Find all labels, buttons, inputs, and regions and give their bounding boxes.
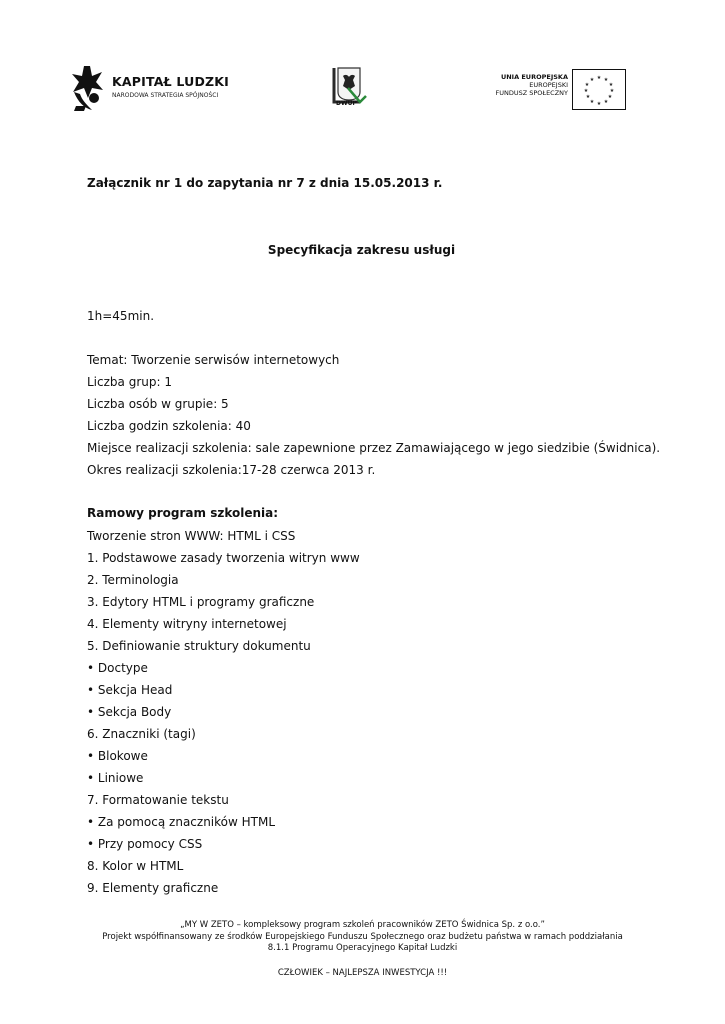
program-item: • Sekcja Head (87, 683, 173, 697)
program-item: • Za pomocą znaczników HTML (87, 815, 276, 829)
info-line: Okres realizacji szkolenia:17-28 czerwca 2013 r. (87, 463, 376, 477)
svg-text:★: ★ (583, 88, 589, 94)
spec-title-text: Specyfikacja zakresu usługi (267, 243, 456, 257)
footer-project-name: „MY W ZETO – kompleksowy program szkoleń pracowników ZETO Świdnica Sp. z o.o.” (180, 920, 545, 930)
program-item: 6. Znaczniki (tagi) (87, 727, 196, 741)
svg-text:★: ★ (596, 101, 602, 107)
info-line: Temat: Tworzenie serwisów internetowych (87, 353, 340, 367)
logo-left-subtitle: NARODOWA STRATEGIA SPÓJNOŚCI (112, 92, 219, 99)
hours-note: 1h=45min. (87, 309, 155, 323)
program-item: 2. Terminologia (87, 573, 179, 587)
footer-program-note: 8.1.1 Programu Operacyjnego Kapitał Ludzki (267, 943, 458, 953)
svg-text:★: ★ (603, 99, 609, 105)
footer-funding-note: Projekt współfinansowany ze środków Europejskiego Funduszu Społecznego oraz budżetu państwa w ramach poddziałania (102, 931, 623, 942)
program-item: 8. Kolor w HTML (87, 859, 184, 873)
eu-flag-icon (572, 69, 626, 110)
eu-union-label: UNIA EUROPEJSKA (500, 73, 568, 81)
program-item: 1. Podstawowe zasady tworzenia witryn www (87, 551, 360, 565)
kapital-ludzki-emblem-icon (70, 62, 104, 112)
program-item: 4. Elementy witryny internetowej (87, 617, 287, 631)
program-item: 5. Definiowanie struktury dokumentu (87, 639, 311, 653)
info-line: Miejsce realizacji szkolenia: sale zapewnione przez Zamawiającego w jego siedzibie (Świdnica). (87, 441, 661, 455)
info-line: Liczba grup: 1 (87, 375, 172, 389)
eu-text-block (495, 73, 568, 97)
annex-title: Załącznik nr 1 do zapytania nr 7 z dnia 15.05.2013 r. (87, 176, 443, 190)
svg-text:★: ★ (596, 75, 602, 81)
eu-fund-label-1: EUROPEJSKI (529, 81, 568, 89)
eu-stars-icon (573, 70, 625, 109)
footer (0, 920, 725, 955)
info-line: Liczba osób w grupie: 5 (87, 397, 229, 411)
info-line: Liczba godzin szkolenia: 40 (87, 419, 251, 433)
program-item: • Przy pomocy CSS (87, 837, 203, 851)
svg-text:★: ★ (607, 94, 613, 100)
svg-text:★: ★ (589, 99, 595, 105)
svg-text:★: ★ (585, 94, 591, 100)
program-item: • Doctype (87, 661, 148, 675)
program-item: 9. Elementy graficzne (87, 881, 219, 895)
program-item: • Sekcja Body (87, 705, 172, 719)
svg-text:★: ★ (603, 77, 609, 83)
dwup-label: DWUP (336, 100, 357, 107)
svg-text:★: ★ (609, 88, 615, 94)
footer-slogan: CZŁOWIEK – NAJLEPSZA INWESTYCJA !!! (277, 968, 448, 978)
program-item: • Blokowe (87, 749, 148, 763)
svg-text:★: ★ (589, 77, 595, 83)
dwup-logo (330, 66, 368, 112)
svg-text:★: ★ (584, 82, 590, 88)
program-list (87, 528, 360, 902)
program-heading: Ramowy program szkolenia: (87, 506, 279, 520)
eu-logo (482, 69, 626, 111)
training-info (87, 352, 660, 484)
program-item: 7. Formatowanie tekstu (87, 793, 229, 807)
spec-title (0, 243, 725, 257)
program-item: Tworzenie stron WWW: HTML i CSS (87, 529, 296, 543)
svg-text:★: ★ (608, 82, 614, 88)
logo-left-title: KAPITAŁ LUDZKI (112, 74, 230, 89)
eu-fund-label-2: FUNDUSZ SPOŁECZNY (495, 89, 568, 97)
program-item: 3. Edytory HTML i programy graficzne (87, 595, 315, 609)
program-item: • Liniowe (87, 771, 144, 785)
kapital-ludzki-logo (70, 62, 230, 114)
